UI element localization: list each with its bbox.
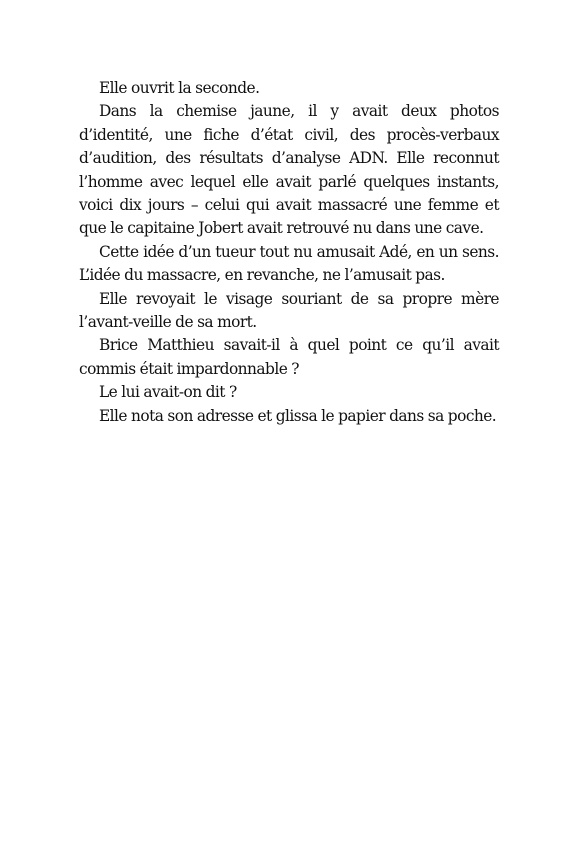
paragraph-7: Elle nota son adresse et glissa le papier dans sa poche. (99, 406, 497, 425)
paragraph-4: Elle revoyait le visage souriant de sa propre mère l’avant-veille de sa mort. (79, 289, 499, 332)
paragraph-2: Dans la chemise jaune, il y avait deux photos d’identité, une fiche d’état civil, des procès-verbaux d’audition, des résultats d’analyse ADN. Elle reconnut l’homme avec lequel elle avait parlé quelques instants, voici dix jours – celui qui avait massacré une femme et que le capitaine Jobert avait retrouvé nu dans une cave. (79, 102, 499, 238)
paragraph-5: Brice Matthieu savait-il à quel point ce qu’il avait commis était impardonnable ? (79, 336, 499, 378)
body-text (79, 77, 499, 428)
paragraph-1: Elle ouvrit la seconde. (99, 79, 260, 97)
paragraph-6: Le lui avait-on dit ? (99, 383, 237, 402)
paragraph-3: Cette idée d’un tueur tout nu amusait Adé, en un sens. L’idée du massacre, en revanche, ne l’amusait pas. (79, 242, 499, 285)
